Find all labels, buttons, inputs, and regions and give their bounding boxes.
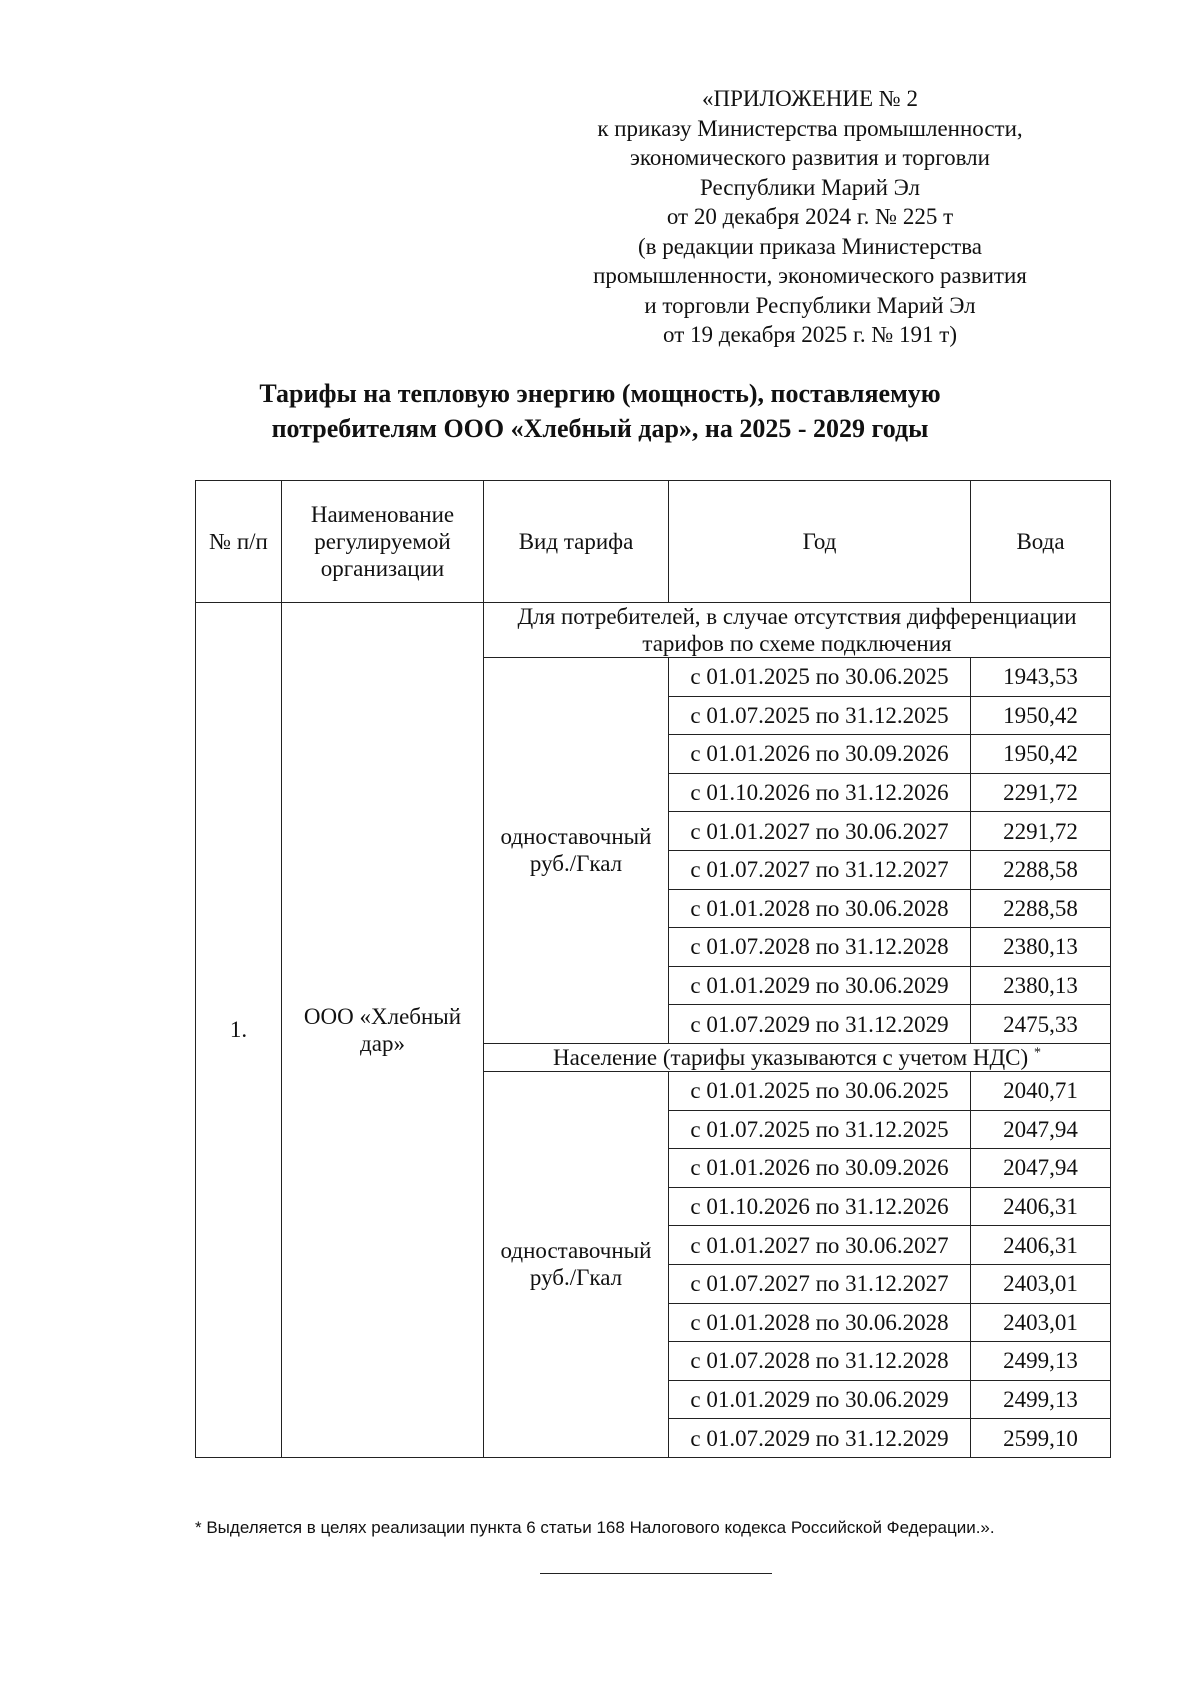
period-cell: с 01.10.2026 по 31.12.2026 [669,773,971,812]
annex-line: от 19 декабря 2025 г. № 191 т) [663,322,957,347]
header-org-line: регулируемой [314,529,451,554]
footnote-mark: * [1033,1045,1041,1061]
tariff-type-line: одноставочный [500,824,652,850]
header-num: № п/п [196,481,282,603]
tariff-value-cell: 2406,31 [971,1187,1111,1226]
tariff-value-cell: 2406,31 [971,1226,1111,1265]
group-header-text: Для потребителей, в случае отсутствия дифференциации [517,604,1077,629]
group-header-line [484,603,1110,630]
header-org-line: Наименование [310,502,455,527]
organization-name [282,603,484,1458]
period-cell: с 01.07.2029 по 31.12.2029 [669,1419,971,1458]
table-body [196,603,1111,1458]
header-org-line: организации [320,556,445,581]
period-cell: с 01.01.2028 по 30.06.2028 [669,889,971,928]
period-cell: с 01.01.2028 по 30.06.2028 [669,1303,971,1342]
organization-line: дар» [360,1030,405,1056]
period-cell: с 01.01.2029 по 30.06.2029 [669,1380,971,1419]
period-cell: с 01.01.2025 по 30.06.2025 [669,1071,971,1110]
group-header-line [484,1044,1110,1071]
group-header [484,1043,1111,1071]
tariff-value-cell: 2599,10 [971,1419,1111,1458]
tariff-value-cell: 2380,13 [971,966,1111,1005]
title-line: Тарифы на тепловую энергию (мощность), поставляемую [259,379,941,408]
tariff-value-cell: 1950,42 [971,735,1111,774]
tariff-value-cell: 2291,72 [971,773,1111,812]
period-cell: с 01.01.2029 по 30.06.2029 [669,966,971,1005]
tariff-value-cell: 2288,58 [971,889,1111,928]
annex-line: Республики Марий Эл [699,174,921,200]
tariff-value-cell: 2403,01 [971,1303,1111,1342]
tariff-type [484,658,669,1044]
tariff-table [195,480,1111,1458]
tariff-value-cell: 2040,71 [971,1071,1111,1110]
tariff-value-cell: 2047,94 [971,1149,1111,1188]
tariff-value-cell: 2288,58 [971,850,1111,889]
tariff-value-cell: 2047,94 [971,1110,1111,1149]
period-cell: с 01.07.2029 по 31.12.2029 [669,1005,971,1044]
header-water: Вода [971,481,1111,603]
annex-line: (в редакции приказа Министерства [637,233,982,259]
row-number: 1. [196,603,282,1458]
annex-line: и торговли Республики Марий Эл [644,292,976,318]
tariff-value-cell: 2499,13 [971,1342,1111,1381]
annex-header [560,84,1060,350]
period-cell: с 01.07.2028 по 31.12.2028 [669,928,971,967]
group-header-line: тарифов по схеме подключения [642,631,952,656]
tariff-value-cell: 2380,13 [971,928,1111,967]
period-cell: с 01.01.2025 по 30.06.2025 [669,658,971,697]
period-cell: с 01.10.2026 по 31.12.2026 [669,1187,971,1226]
title-line: потребителям ООО «Хлебный дар», на 2025 - 2029 годы [271,414,929,443]
header-tariff-type: Вид тарифа [484,481,669,603]
tariff-value-cell: 2403,01 [971,1264,1111,1303]
period-cell: с 01.01.2026 по 30.09.2026 [669,735,971,774]
period-cell: с 01.07.2027 по 31.12.2027 [669,850,971,889]
tariff-value-cell: 2291,72 [971,812,1111,851]
period-cell: с 01.01.2027 по 30.06.2027 [669,812,971,851]
period-cell: с 01.07.2028 по 31.12.2028 [669,1342,971,1381]
period-cell: с 01.07.2025 по 31.12.2025 [669,1110,971,1149]
annex-line: промышленности, экономического развития [593,263,1027,288]
tariff-type [484,1071,669,1457]
tariff-value-cell: 1943,53 [971,658,1111,697]
group-header-row [196,603,1111,658]
header-year: Год [669,481,971,603]
tariff-unit: руб./Гкал [529,1265,623,1291]
header-org [282,481,484,603]
annex-line: экономического развития и торговли [630,145,990,170]
table-header-row [196,481,1111,603]
footnote: * Выделяется в целях реализации пункта 6 статьи 168 Налогового кодекса Российской Федерации.». [195,1518,995,1537]
tariff-type-line: одноставочный [500,1238,652,1264]
document-title [160,376,1040,446]
tariff-value-cell: 2475,33 [971,1005,1111,1044]
organization-line: ООО «Хлебный [303,1003,462,1029]
end-divider [540,1573,772,1574]
annex-line: «ПРИЛОЖЕНИЕ № 2 [701,86,919,111]
period-cell: с 01.01.2027 по 30.06.2027 [669,1226,971,1265]
tariff-value-cell: 2499,13 [971,1380,1111,1419]
group-header [484,603,1111,658]
annex-line: к приказу Министерства промышленности, [597,115,1023,141]
tariff-unit: руб./Гкал [529,851,623,877]
period-cell: с 01.07.2025 по 31.12.2025 [669,696,971,735]
period-cell: с 01.01.2026 по 30.09.2026 [669,1149,971,1188]
annex-line: от 20 декабря 2024 г. № 225 т [666,204,954,229]
period-cell: с 01.07.2027 по 31.12.2027 [669,1264,971,1303]
tariff-value-cell: 1950,42 [971,696,1111,735]
group-header-text: Население (тарифы указываются с учетом НДС) [553,1044,1029,1070]
